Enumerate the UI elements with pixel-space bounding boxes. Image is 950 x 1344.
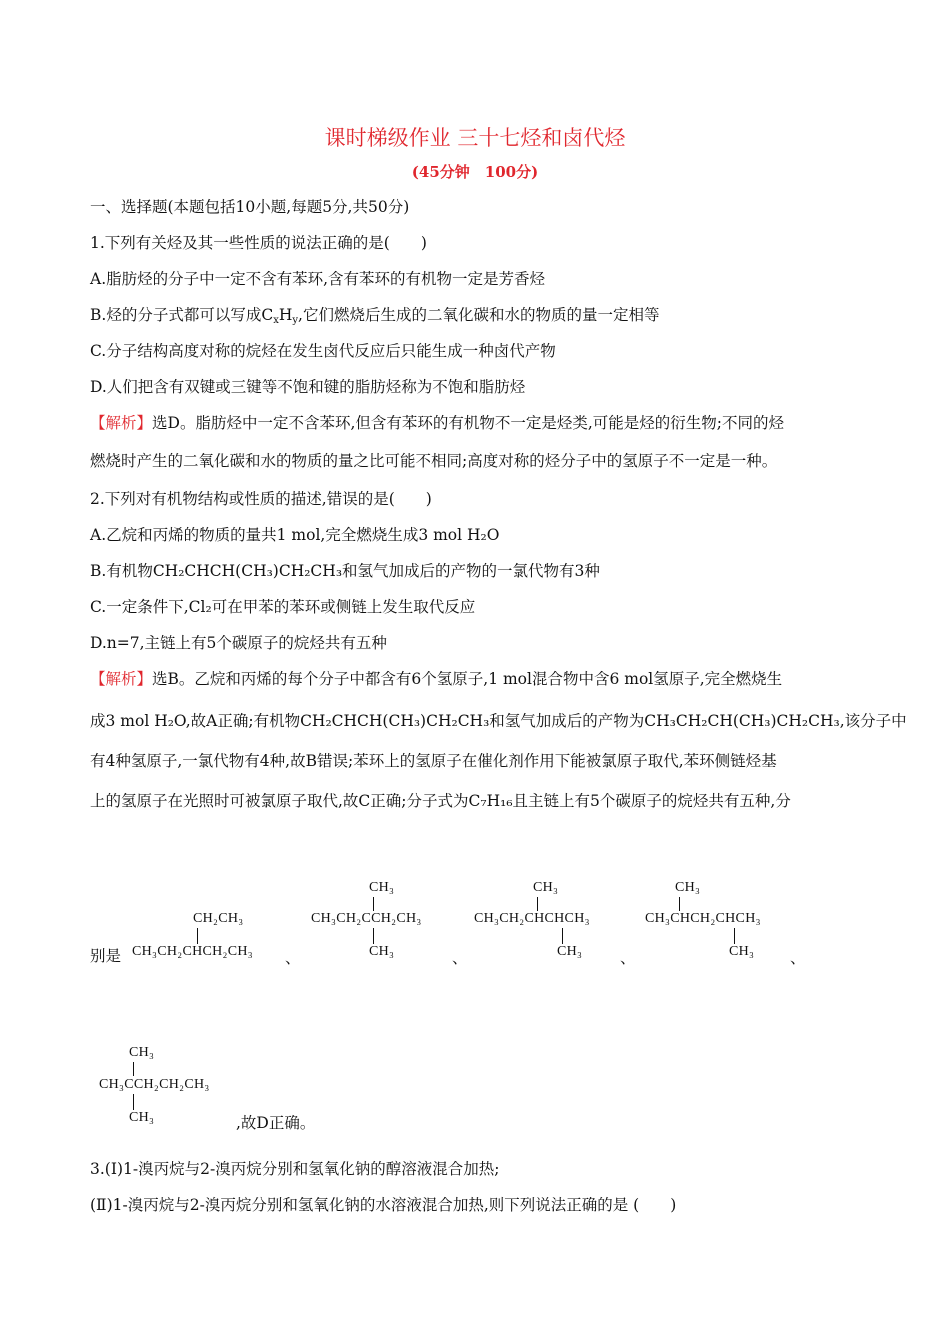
structure-5-bottom: CH₃ xyxy=(129,1110,155,1125)
q2-option-a: A.乙烷和丙烯的物质的量共1 mol,完全燃烧生成3 mol H₂O xyxy=(90,526,500,544)
structure-1-main: CH₃CH₂CHCH₂CH₃ xyxy=(132,944,253,959)
q1-option-b xyxy=(90,305,659,325)
q2-option-c: C.一定条件下,Cl₂可在甲苯的苯环或侧链上发生取代反应 xyxy=(90,598,476,616)
structure-5-bond-top xyxy=(133,1062,134,1076)
q2-option-b: B.有机物CH₂CHCH(CH₃)CH₂CH₃和氢气加成后的产物的一氯代物有3种 xyxy=(90,562,600,580)
structure-5-main: CH₃CCH₂CH₂CH₃ xyxy=(99,1077,210,1092)
q2-analysis-line1 xyxy=(90,669,782,689)
structure-2-main: CH₃CH₂CCH₂CH₃ xyxy=(311,911,422,926)
q2-analysis-end: ,故D正确。 xyxy=(236,1114,316,1132)
structure-1-branch: CH₂CH₃ xyxy=(193,911,244,926)
structure-5-top: CH₃ xyxy=(129,1045,155,1060)
structure-4-bond-bottom xyxy=(734,928,735,944)
section-heading: 一、选择题(本题包括10小题,每题5分,共50分) xyxy=(90,198,410,216)
separator: 、 xyxy=(620,949,636,967)
structure-3-main: CH₃CH₂CHCHCH₃ xyxy=(474,911,590,926)
structure-3-bond-top xyxy=(537,897,538,911)
q2-analysis-line3: 有4种氢原子,一氯代物有4种,故B错误;苯环上的氢原子在催化剂作用下能被氯原子取代,苯环侧链烃基 xyxy=(90,752,777,770)
analysis-tag: 【解析】 xyxy=(90,414,153,432)
structure-4-top: CH₃ xyxy=(675,880,701,895)
structure-4-bottom: CH₃ xyxy=(729,944,755,959)
structure-3-bottom: CH₃ xyxy=(557,944,583,959)
separator: 、 xyxy=(790,949,806,967)
structure-3-bond-bottom xyxy=(562,928,563,944)
structure-2-top: CH₃ xyxy=(369,880,395,895)
structure-2-bond-top xyxy=(373,897,374,911)
q1-option-b-post: ,它们燃烧后生成的二氧化碳和水的物质的量一定相等 xyxy=(298,306,660,324)
q1-analysis-line1 xyxy=(90,413,784,433)
structure-5-bond-bottom xyxy=(133,1094,134,1110)
q1-analysis-line2: 燃烧时产生的二氧化碳和水的物质的量之比可能不相同;高度对称的烃分子中的氢原子不一定是一种。 xyxy=(90,452,778,470)
q1-stem: 1.下列有关烃及其一些性质的说法正确的是( ) xyxy=(90,234,427,252)
structure-1-bond xyxy=(197,928,198,944)
q1-option-c: C.分子结构高度对称的烷烃在发生卤代反应后只能生成一种卤代产物 xyxy=(90,342,556,360)
q1-option-b-mid: H xyxy=(278,306,293,324)
q2-option-d: D.n=7,主链上有5个碳原子的烷烃共有五种 xyxy=(90,634,387,652)
analysis-tag: 【解析】 xyxy=(90,670,153,688)
page-title: 课时梯级作业 三十七烃和卤代烃 xyxy=(324,126,626,150)
separator: 、 xyxy=(452,949,468,967)
q1-option-b-sub1: x xyxy=(273,315,279,326)
structure-4-main: CH₃CHCH₂CHCH₃ xyxy=(645,911,761,926)
q2-analysis-line5: 别是 xyxy=(90,947,122,965)
q1-option-b-sub2: y xyxy=(292,315,299,326)
structure-2-bond-bottom xyxy=(373,928,374,944)
q2-stem: 2.下列对有机物结构或性质的描述,错误的是( ) xyxy=(90,490,432,508)
q3-line2: (Ⅱ)1-溴丙烷与2-溴丙烷分别和氢氧化钠的水溶液混合加热,则下列说法正确的是 ( ) xyxy=(90,1196,677,1214)
q1-option-b-pre: B.烃的分子式都可以写成C xyxy=(90,306,274,324)
q1-option-d: D.人们把含有双键或三键等不饱和键的脂肪烃称为不饱和脂肪烃 xyxy=(90,378,526,396)
q1-analysis-text1: 选D。脂肪烃中一定不含苯环,但含有苯环的有机物不一定是烃类,可能是烃的衍生物;不同的烃 xyxy=(152,414,785,432)
q2-analysis-line4: 上的氢原子在光照时可被氯原子取代,故C正确;分子式为C₇H₁₆且主链上有5个碳原子的烷烃共有五种,分 xyxy=(90,792,791,810)
page-subtitle: (45分钟 100分) xyxy=(411,163,539,181)
q2-analysis-text1: 选B。乙烷和丙烯的每个分子中都含有6个氢原子,1 mol混合物中含6 mol氢原子,完全燃烧生 xyxy=(152,670,783,688)
q2-analysis-line2: 成3 mol H₂O,故A正确;有机物CH₂CHCH(CH₃)CH₂CH₃和氢气加成后的产物为CH₃CH₂CH(CH₃)CH₂CH₃,该分子中 xyxy=(90,712,907,730)
q3-line1: 3.(Ⅰ)1-溴丙烷与2-溴丙烷分别和氢氧化钠的醇溶液混合加热; xyxy=(90,1160,500,1178)
structure-4-bond-top xyxy=(679,897,680,911)
structure-3-top: CH₃ xyxy=(533,880,559,895)
q1-option-a: A.脂肪烃的分子中一定不含有苯环,含有苯环的有机物一定是芳香烃 xyxy=(90,270,546,288)
separator: 、 xyxy=(285,949,301,967)
structure-2-bottom: CH₃ xyxy=(369,944,395,959)
